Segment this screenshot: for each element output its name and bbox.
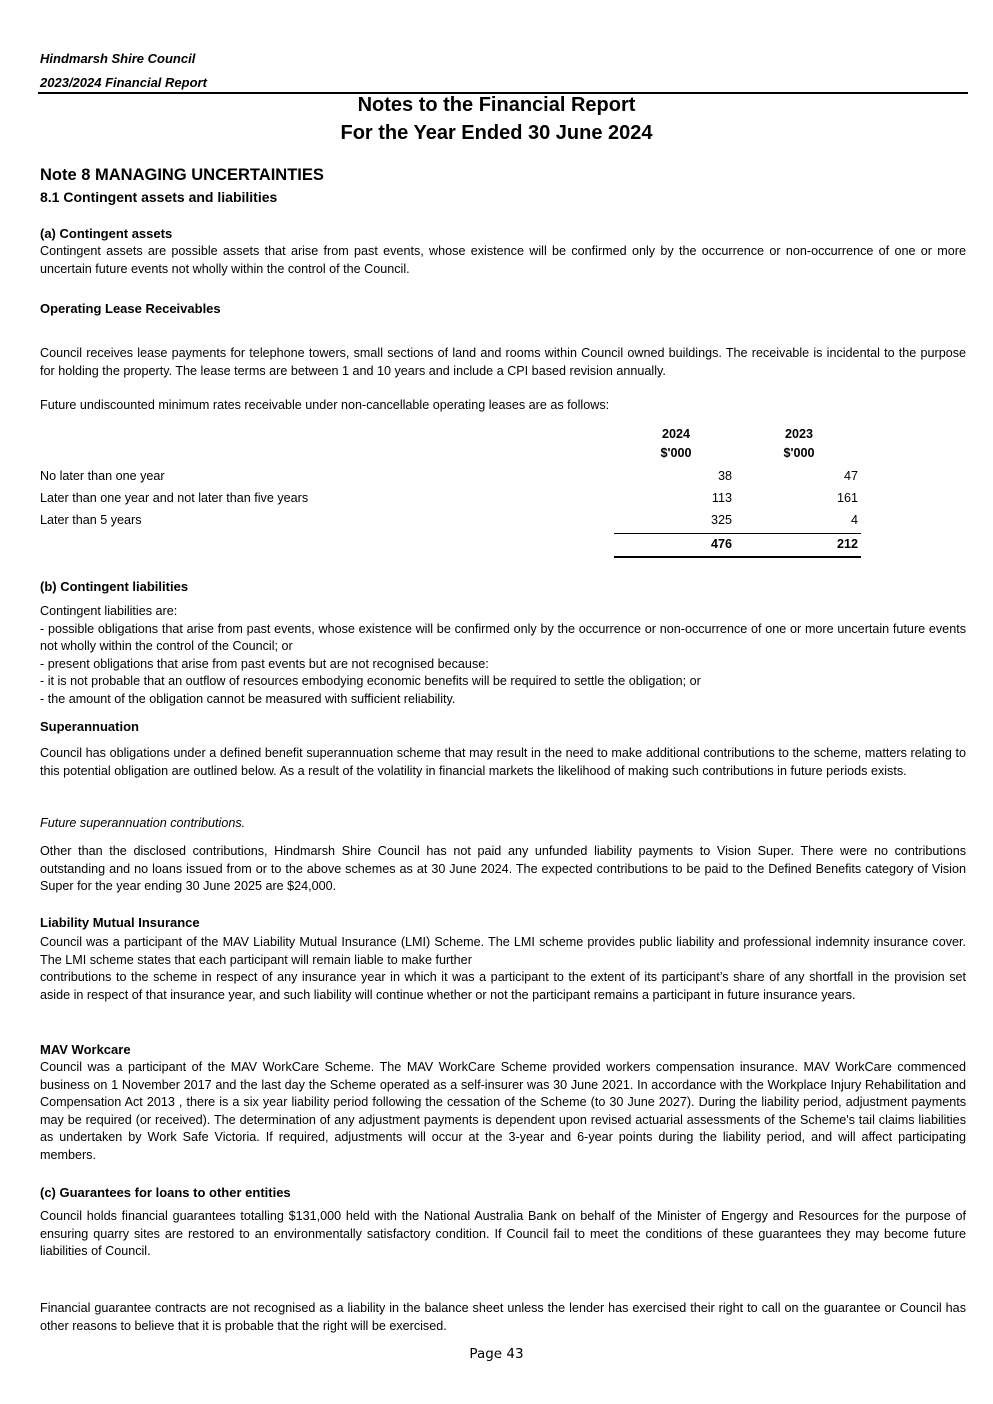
contingent-liabilities-intro: Contingent liabilities are: <box>40 604 178 618</box>
table-cell-2023: 4 <box>850 513 858 527</box>
contingent-liabilities-heading: (b) Contingent liabilities <box>40 579 189 594</box>
col-2023-unit: $'000 <box>783 446 815 460</box>
future-super-subheading: Future superannuation contributions. <box>40 816 246 830</box>
guarantees-heading: (c) Guarantees for loans to other entities <box>40 1185 291 1200</box>
list-item: - possible obligations that arise from past events, whose existence will be confirmed only by the occurrence or non-occurrence of one or more uncertain future events not wholly within the control of the Council; or <box>40 621 966 653</box>
col-2023-year: 2023 <box>784 427 814 441</box>
superannuation-heading: Superannuation <box>40 719 139 734</box>
lmi-text <box>40 934 966 1004</box>
guarantees-text2: Financial guarantee contracts are not recognised as a liability in the balance sheet unless the lender has exercised their right to call on the guarantee or Council has other reasons to believe that it is probable that the right will be exercised. <box>40 1301 966 1333</box>
table-cell-2024: 325 <box>710 513 732 527</box>
page-title-line2: For the Year Ended 30 June 2024 <box>340 122 653 144</box>
lmi-heading: Liability Mutual Insurance <box>40 915 200 930</box>
col-2024-year: 2024 <box>661 427 691 441</box>
list-item: - the amount of the obligation cannot be measured with sufficient reliability. <box>40 691 456 706</box>
note-subheading: 8.1 Contingent assets and liabilities <box>40 189 278 205</box>
header-report: 2023/2024 Financial Report <box>40 75 207 90</box>
operating-lease-text: Council receives lease payments for telephone towers, small sections of land and rooms within Council owned buildings. The receivable is incidental to the purpose for holding the property. The lease terms are between 1 and 10 years and include a CPI based revision annually. <box>40 346 966 378</box>
list-item: - present obligations that arise from past events but are not recognised because: <box>40 656 489 671</box>
superannuation-text: Council has obligations under a defined benefit superannuation scheme that may result in the need to make additional contributions to the scheme, matters relating to this potential obligation are outlined below. As a result of the volatility in financial markets the likelihood of making such contributions in future periods exists. <box>40 746 966 778</box>
table-cell-2024: 113 <box>711 491 732 505</box>
operating-lease-heading: Operating Lease Receivables <box>40 301 221 316</box>
table-cell-2024: 38 <box>717 469 732 483</box>
lmi-text-a: Council was a participant of the MAV Liability Mutual Insurance (LMI) Scheme. The LMI scheme provides public liability and professional indemnity insurance cover. The LMI scheme states that each participant will remain liable to make further <box>40 935 966 967</box>
table-row-label: Later than one year and not later than five years <box>40 491 309 505</box>
list-item: - it is not probable that an outflow of resources embodying economic benefits will be required to settle the obligation; or <box>40 674 701 688</box>
workcare-heading: MAV Workcare <box>40 1042 131 1057</box>
contingent-assets-heading: (a) Contingent assets <box>40 226 173 241</box>
guarantees-text1: Council holds financial guarantees totalling $131,000 held with the National Australia Bank on behalf of the Minister of Engergy and Resources for the purpose of ensuring quarry sites are restored to an environmentally satisfactory condition. If Council fail to meet the conditions of these guarantees they may become future liabilities of Council. <box>40 1209 966 1258</box>
table-total-rule <box>614 556 861 558</box>
contingent-liabilities-list <box>40 603 966 708</box>
table-total-2024: 476 <box>710 537 732 551</box>
header-org: Hindmarsh Shire Council <box>40 51 196 66</box>
table-cell-2023: 161 <box>836 491 858 505</box>
superannuation-text2: Other than the disclosed contributions, Hindmarsh Shire Council has not paid any unfunded liability payments to Vision Super. There were no contributions outstanding and no loans issued from or to the above schemes as at 30 June 2024. The expected contributions to be paid to the Defined Benefits category of Vision Super for the year ending 30 June 2025 are $24,000. <box>40 844 966 893</box>
table-subtotal-rule <box>614 533 861 534</box>
note-heading: Note 8 MANAGING UNCERTAINTIES <box>40 166 324 184</box>
page-number: Page 43 <box>469 1346 524 1362</box>
lmi-text-b: contributions to the scheme in respect of any insurance year in which it was a participant to the extent of its participant’s share of any shortfall in the provision set aside in respect of that insurance year, and such liability will continue whether or not the participant remains a participant in future insurance years. <box>40 970 966 1002</box>
operating-lease-intro: Future undiscounted minimum rates receivable under non-cancellable operating leases are as follows: <box>40 398 610 412</box>
table-total-2023: 212 <box>836 537 858 551</box>
table-cell-2023: 47 <box>843 469 858 483</box>
col-2024-unit: $'000 <box>660 446 692 460</box>
workcare-text: Council was a participant of the MAV WorkCare Scheme. The MAV WorkCare Scheme provided workers compensation insurance. MAV WorkCare commenced business on 1 November 2017 and the last day the Scheme operated as a self-insurer was 30 June 2021. In accordance with the Workplace Injury Rehabilitation and Compensation Act 2013 , there is a six year liability period following the cessation of the Scheme (to 30 June 2027). During the liability period, adjustment payments may be required (or received). The determination of any adjustment payments is dependent upon revised actuarial assessments of the Scheme's tail claims liabilities as undertaken by Work Safe Victoria. If required, adjustments will occur at the 3-year and 6-year points during the liability period, and will affect participating members. <box>40 1060 966 1162</box>
table-row-label: No later than one year <box>40 469 165 483</box>
contingent-assets-text: Contingent assets are possible assets that arise from past events, whose existence will be confirmed only by the occurrence or non-occurrence of one or more uncertain future events not wholly within the control of the Council. <box>40 244 966 276</box>
table-row-label: Later than 5 years <box>40 513 142 527</box>
page-title-line1: Notes to the Financial Report <box>357 94 636 116</box>
